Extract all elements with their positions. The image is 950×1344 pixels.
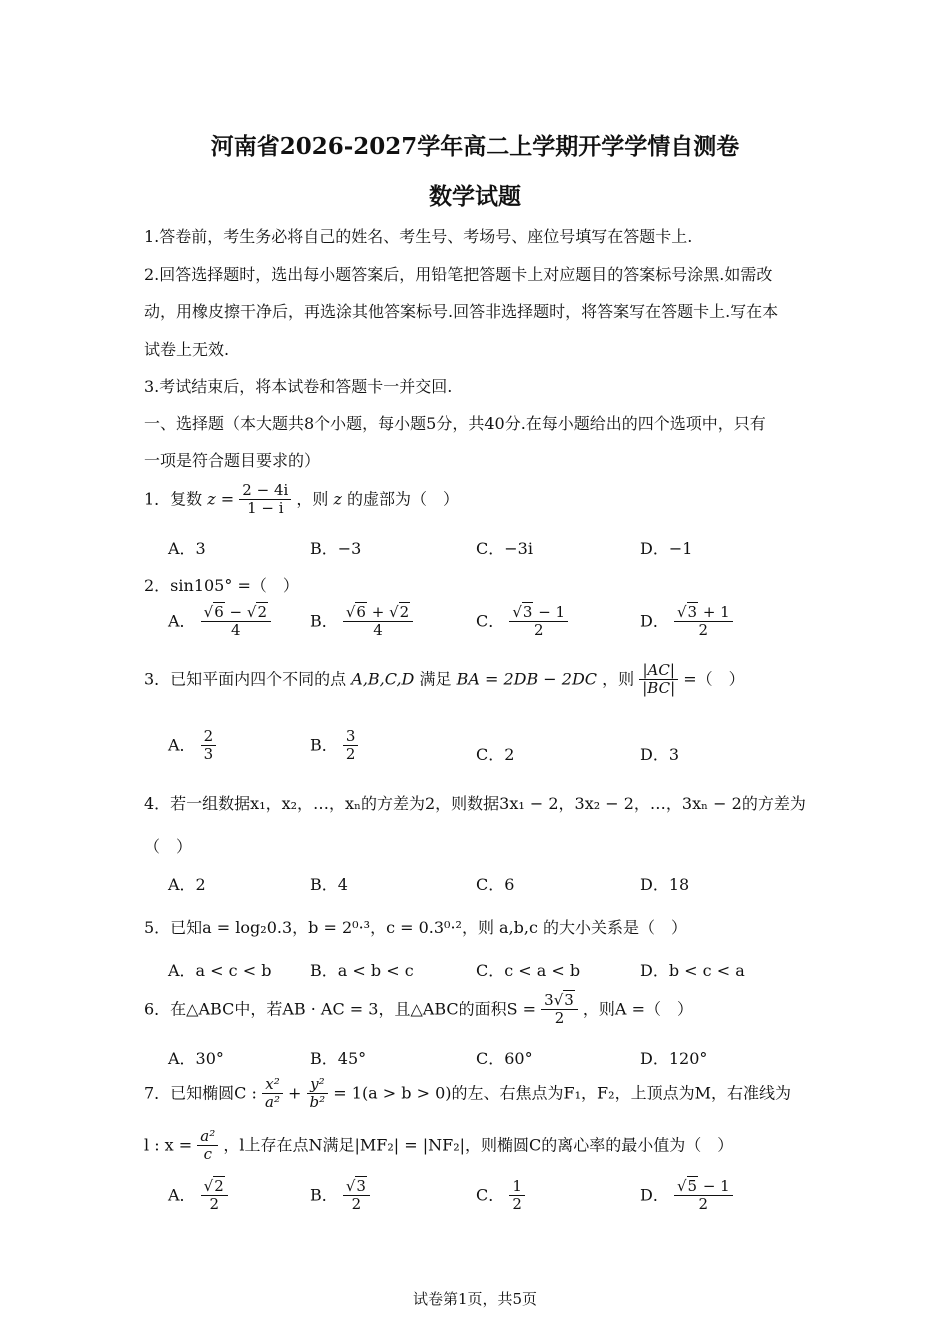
q2-option-c-label: C．	[476, 611, 505, 631]
q7-c-fraction: $\frac{1}{2}$	[509, 1178, 525, 1214]
q5-option-d: D．b < c < a	[640, 961, 745, 980]
q3-option-a-label: A．	[168, 735, 196, 755]
note-2-cont2: 试卷上无效.	[144, 340, 230, 359]
q6-option-c: C．60°	[476, 1049, 533, 1068]
note-1: 1.答卷前，考生务必将自己的姓名、考生号、考场号、座位号填写在答题卡上.	[144, 227, 693, 246]
q1-frac-den: 1 − i	[247, 499, 284, 518]
q7-x-term: $\frac{\text{x²}}{\text{a²}}$	[262, 1076, 283, 1112]
q2-option-a-label: A．	[168, 611, 196, 631]
page-title: 河南省2026-2027学年高二上学期开学学情自测卷	[210, 133, 740, 160]
q1-var-z2: z	[333, 489, 342, 509]
q3-option-b-label: B．	[310, 735, 338, 755]
q1-stem-b: ，则	[296, 489, 329, 509]
q3-stem-a: 3．已知平面内四个不同的点	[144, 669, 347, 689]
q2-option-c	[476, 604, 568, 640]
question-2-stem: 2．sin105° =（ ）	[144, 576, 299, 595]
question-7-stem: 7．已知椭圆C : $\frac{\text{x²}}{\text{a²}}$ + $\frac{\text{y²}}{\text{b²}}$ = 1(a > b > 0)的左、右焦点为F₁，F₂，上顶点为M，右准线为	[144, 1075, 791, 1112]
q7-directrix-fraction: $\frac{\text{a²}}{c}$	[197, 1128, 218, 1164]
question-3-stem	[144, 662, 745, 698]
q2-d-fraction: $\frac{√3 + 1}{2}$	[674, 604, 733, 640]
q7-line2-a: l : x =	[144, 1135, 193, 1155]
page-subtitle: 数学试题	[429, 183, 521, 210]
q2-option-b	[310, 604, 413, 640]
q6-option-b: B．45°	[310, 1049, 367, 1068]
q1-fraction	[239, 482, 291, 518]
section-heading-cont: 一项是符合题目要求的）	[144, 451, 321, 470]
q1-option-c: C．−3i	[476, 539, 533, 558]
q7-option-d	[640, 1178, 733, 1214]
note-3: 3.考试结束后，将本试卷和答题卡一并交回.	[144, 377, 453, 396]
q3-option-b	[310, 728, 358, 764]
note-2: 2.回答选择题时，选出每小题答案后，用铅笔把答题卡上对应题目的答案标号涂黑.如需改	[144, 265, 773, 284]
q5-option-c: C．c < a < b	[476, 961, 581, 980]
q7-option-c	[476, 1178, 525, 1214]
q3-option-c: C．2	[476, 745, 515, 764]
q6-stem-b: ，则A =（ ）	[582, 999, 693, 1019]
q3-stem-d: =（ ）	[683, 669, 745, 689]
q1-stem-a: 1．复数	[144, 489, 203, 509]
q6-stem-a: 6．在△ABC中，若AB · AC = 3，且△ABC的面积S =	[144, 999, 537, 1019]
q5-option-a: A．a < c < b	[168, 961, 272, 980]
q4-option-a: A．2	[168, 875, 206, 894]
q3-vector-equation: BA = 2DB − 2DC	[456, 669, 598, 689]
question-6-stem	[144, 992, 693, 1028]
q3-points: A,B,C,D	[351, 669, 415, 689]
q7-option-a	[168, 1178, 228, 1214]
q1-stem-c: 的虚部为（ ）	[347, 489, 460, 509]
q2-c-fraction: $\frac{√3 - 1}{2}$	[509, 604, 568, 640]
q7-option-c-label: C．	[476, 1185, 505, 1205]
q4-option-d: D．18	[640, 875, 690, 894]
question-5-stem: 5．已知a = log₂0.3，b = 2⁰·³，c = 0.3⁰·²，则 a,b,c 的大小关系是（ ）	[144, 918, 688, 937]
q6-option-d: D．120°	[640, 1049, 708, 1068]
q5-option-b: B．a < b < c	[310, 961, 414, 980]
q7-b-fraction: $\frac{√3}{2}$	[343, 1178, 370, 1214]
q2-option-b-label: B．	[310, 611, 338, 631]
q6-area-fraction: $\frac{3√3}{2}$	[541, 992, 578, 1028]
q3-ratio-fraction: $\frac{|AC|}{|BC|}$	[639, 662, 678, 698]
question-4-stem-cont: （ ）	[144, 837, 193, 856]
q4-option-b: B．4	[310, 875, 348, 894]
q3-option-a	[168, 728, 216, 764]
q1-option-d: D．−1	[640, 539, 693, 558]
q1-option-b: B．−3	[310, 539, 362, 558]
q7-a-fraction: $\frac{√2}{2}$	[201, 1178, 228, 1214]
question-1-stem: 1．复数 z = $\frac{2 - 4i}{1 - i}$ ，则 z 的虚部为（ ）	[144, 481, 460, 518]
q3-stem-b: 满足	[419, 669, 452, 689]
q7-line2-b: ，l上存在点N满足|MF₂| = |NF₂|，则椭圆C的离心率的最小值为（ ）	[223, 1135, 734, 1155]
q3-a-fraction: $\frac{2}{3}$	[201, 728, 217, 764]
note-2-cont: 动，用橡皮擦干净后，再选涂其他答案标号.回答非选择题时，将答案写在答题卡上.写在本	[144, 302, 779, 321]
q7-line1-b: = 1(a > b > 0)的左、右焦点为F₁，F₂，上顶点为M，右准线为	[333, 1083, 791, 1103]
q7-option-d-label: D．	[640, 1185, 669, 1205]
q7-option-b-label: B．	[310, 1185, 338, 1205]
q4-option-c: C．6	[476, 875, 515, 894]
q2-option-d	[640, 604, 733, 640]
q7-option-b	[310, 1178, 370, 1214]
q1-frac-num: 2 − 4i	[239, 482, 291, 500]
q2-option-d-label: D．	[640, 611, 669, 631]
section-heading: 一、选择题（本大题共8个小题，每小题5分，共40分.在每小题给出的四个选项中，只有	[144, 414, 766, 433]
q3-stem-c: ，则	[602, 669, 635, 689]
q7-d-fraction: $\frac{√5 - 1}{2}$	[674, 1178, 733, 1214]
q7-y-term: $\frac{\text{y²}}{\text{b²}}$	[307, 1076, 329, 1112]
q1-var-z: z	[207, 489, 216, 509]
question-7-stem-cont	[144, 1128, 733, 1164]
q2-b-fraction: $\frac{√6 + √2}{4}$	[343, 604, 413, 640]
q3-b-fraction: $\frac{3}{2}$	[343, 728, 359, 764]
page-footer: 试卷第1页，共5页	[412, 1290, 538, 1308]
q7-line1-a: 7．已知椭圆C :	[144, 1083, 257, 1103]
question-4-stem: 4．若一组数据x₁，x₂，…，xₙ的方差为2，则数据3x₁ − 2，3x₂ − 2，…，3xₙ − 2的方差为	[144, 794, 806, 813]
q7-option-a-label: A．	[168, 1185, 196, 1205]
q6-option-a: A．30°	[168, 1049, 224, 1068]
q3-option-d: D．3	[640, 745, 680, 764]
q2-option-a	[168, 604, 271, 640]
q2-a-fraction: $\frac{√6 - √2}{4}$	[201, 604, 271, 640]
q1-option-a: A．3	[168, 539, 206, 558]
